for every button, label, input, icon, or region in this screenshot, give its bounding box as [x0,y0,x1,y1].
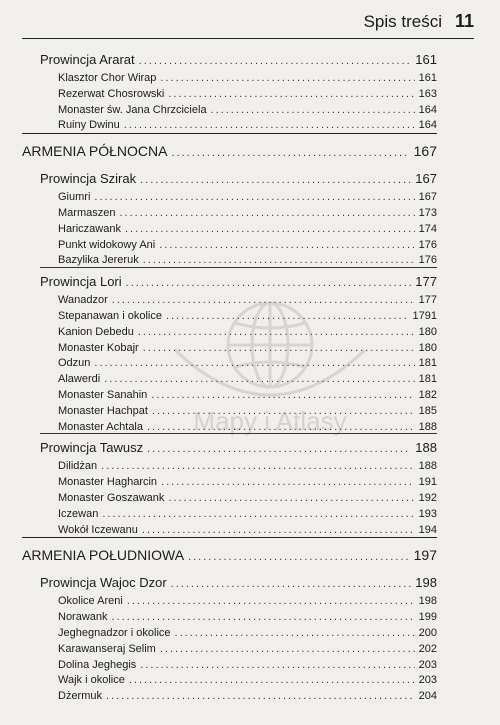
toc-label: Iczewan [58,507,99,520]
toc-leader-dots [126,277,412,289]
toc-label: Prowincja Ararat [40,52,135,67]
toc-page-number: 202 [418,642,437,655]
toc-page-number: 174 [418,222,437,235]
toc-label: Kanion Debedu [58,325,134,338]
toc-leader-dots [175,627,415,639]
toc-entry[interactable] [58,674,437,686]
toc-entry[interactable] [58,326,437,338]
toc-label: Norawank [58,611,108,624]
toc-leader-dots [106,690,415,702]
toc-leader-dots [127,595,415,607]
toc-label: Ruiny Dwinu [58,119,120,132]
toc-leader-dots [147,421,415,433]
toc-page-number: 161 [415,52,437,67]
toc-label: Dżermuk [58,690,103,703]
toc-label: ARMENIA PÓŁNOCNA [22,143,168,160]
toc-page-number: 204 [418,690,437,703]
toc-label: Monaster św. Jana Chrzciciela [58,103,207,116]
toc-page-number: 182 [418,389,437,401]
section-rule [22,133,437,134]
toc-entry[interactable] [58,460,437,472]
toc-page-number: 176 [418,254,437,267]
toc-page-number: 199 [418,611,437,624]
toc-leader-dots [138,326,415,338]
toc-entry[interactable] [58,611,437,623]
toc-label: Punkt widokowy Ani [58,238,156,251]
toc-entry[interactable] [58,191,437,203]
toc-leader-dots [94,357,414,369]
toc-leader-dots [171,147,409,159]
toc-page-number: 181 [418,373,437,386]
toc-label: Monaster Sanahin [58,389,148,401]
toc-entry[interactable] [58,373,437,385]
toc-page-number: 198 [415,575,437,591]
toc-leader-dots [112,611,415,623]
toc-page-number: 177 [415,274,437,290]
toc-entry[interactable] [58,659,437,671]
toc-page-number: 188 [418,460,437,473]
toc-entry[interactable] [58,595,437,607]
province-rule [40,267,437,268]
toc-label: Bazylika Jereruk [58,254,139,267]
toc-province[interactable] [40,171,437,186]
toc-label: Okolice Areni [58,595,123,608]
toc-entry[interactable] [58,492,437,504]
toc-label: Alawerdi [58,373,101,386]
toc-province[interactable] [40,575,437,590]
toc-province[interactable] [40,274,437,289]
toc-page-number: 176 [418,238,437,251]
toc-leader-dots [129,674,415,686]
toc-label: Jeghegnadzor i okolice [58,627,171,639]
toc-page-number: 192 [418,492,437,504]
toc-page-number: 194 [418,523,437,536]
toc-province[interactable] [40,440,437,455]
toc-entry[interactable] [58,310,437,322]
toc-entry[interactable] [58,342,437,354]
toc-label: Hariczawank [58,222,121,235]
toc-label: Odzun [58,357,91,370]
toc-leader-dots [171,578,412,590]
toc-entry[interactable] [58,239,437,251]
toc-label: Rezerwat Chosrowski [58,87,165,100]
toc-entry[interactable] [58,223,437,235]
toc-leader-dots [168,492,414,504]
toc-entry[interactable] [58,524,437,536]
toc-label: Monaster Achtala [58,420,143,433]
toc-page-number: 188 [418,420,437,433]
toc-label: Monaster Hachpat [58,404,148,417]
toc-page-number: 164 [418,119,437,132]
toc-leader-dots [168,88,414,100]
toc-page-number: 185 [418,404,437,417]
toc-label: Dolina Jeghegis [58,658,137,671]
toc-leader-dots [94,191,414,203]
toc-page-number: 180 [418,325,437,338]
toc-label: Stepanawan i okolice [58,310,162,322]
toc-label: Marmaszen [58,207,116,219]
toc-leader-dots [102,508,414,520]
toc-label: Prowincja Wajoc Dzor [40,575,167,591]
toc-page-number: 180 [418,341,437,354]
toc-page-number: 181 [418,357,437,370]
toc-page-number: 1791 [412,310,437,322]
toc-leader-dots [101,460,415,472]
toc-page-number: 177 [418,294,437,307]
toc-leader-dots [124,119,415,131]
toc-page-number: 161 [418,72,437,84]
toc-section[interactable] [22,143,437,159]
section-rule [22,537,437,538]
toc-leader-dots [104,373,414,385]
toc-leader-dots [151,389,414,401]
toc-leader-dots [125,223,415,235]
toc-label: Klasztor Chor Wirap [58,72,157,84]
toc-label: ARMENIA POŁUDNIOWA [22,547,185,564]
toc-leader-dots [140,659,414,671]
toc-entry[interactable] [58,104,437,116]
toc-entry[interactable] [58,119,437,131]
toc-province[interactable] [40,52,437,67]
toc-leader-dots [159,239,414,251]
toc-entry[interactable] [58,643,437,655]
toc-leader-dots [152,405,415,417]
toc-page-number: 193 [418,507,437,520]
toc-label: Prowincja Lori [40,274,122,290]
toc-leader-dots [160,72,414,84]
toc-label: Wokół Iczewanu [58,523,138,536]
toc-leader-dots [143,254,415,266]
toc-page-number: 203 [418,674,437,687]
toc-entry[interactable] [58,357,437,369]
toc-page-number: 167 [413,143,437,160]
toc-entry[interactable] [58,254,437,266]
toc-entry[interactable] [58,72,437,84]
toc-leader-dots [147,443,411,455]
toc-label: Monaster Goszawank [58,492,165,504]
province-rule [40,433,437,434]
toc-leader-dots [142,524,415,536]
toc-leader-dots [188,551,410,563]
toc-leader-dots [140,174,411,186]
toc-page-number: 188 [415,440,437,456]
toc-page-number: 197 [413,547,437,564]
toc-page-number: 167 [415,171,437,187]
toc-label: Monaster Kobajr [58,341,139,354]
toc-entry[interactable] [58,690,437,702]
toc-label: Wanadzor [58,294,108,307]
toc-leader-dots [161,476,415,488]
toc-leader-dots [166,310,409,322]
toc-label: Karawanseraj Selim [58,642,156,655]
toc-page-number: 164 [418,103,437,116]
toc-entry[interactable] [58,476,437,488]
toc-section[interactable] [22,547,437,563]
toc-leader-dots [139,55,412,67]
toc-label: Prowincja Tawusz [40,440,144,456]
toc-leader-dots [119,207,414,219]
toc-leader-dots [211,104,415,116]
toc-page-number: 163 [418,87,437,100]
toc-label: Dilidżan [58,460,98,473]
toc-page-number: 167 [418,191,437,204]
toc-label: Giumri [58,191,91,204]
toc-entry[interactable] [58,421,437,433]
toc-entry[interactable] [58,508,437,520]
toc-leader-dots [160,643,415,655]
toc-entry[interactable] [58,207,437,219]
toc-page-number: 200 [418,627,437,639]
toc-entry[interactable] [58,88,437,100]
toc-label: Monaster Hagharcin [58,476,158,489]
header-title: Spis treści [363,12,442,31]
toc-label: Wajk i okolice [58,674,125,687]
toc-entry[interactable] [58,294,437,306]
toc-page-number: 203 [418,658,437,671]
toc-leader-dots [143,342,415,354]
toc-entry[interactable] [58,405,437,417]
toc-entry[interactable] [58,627,437,639]
toc-page-number: 191 [418,476,437,489]
toc-page-number: 198 [418,595,437,608]
toc-page-number: 173 [418,207,437,219]
page-number: 11 [454,11,474,31]
watermark-text: Mapy i Atlasy [193,406,347,436]
toc-entry[interactable] [58,389,437,401]
toc-label: Prowincja Szirak [40,171,137,187]
toc-leader-dots [112,294,415,306]
